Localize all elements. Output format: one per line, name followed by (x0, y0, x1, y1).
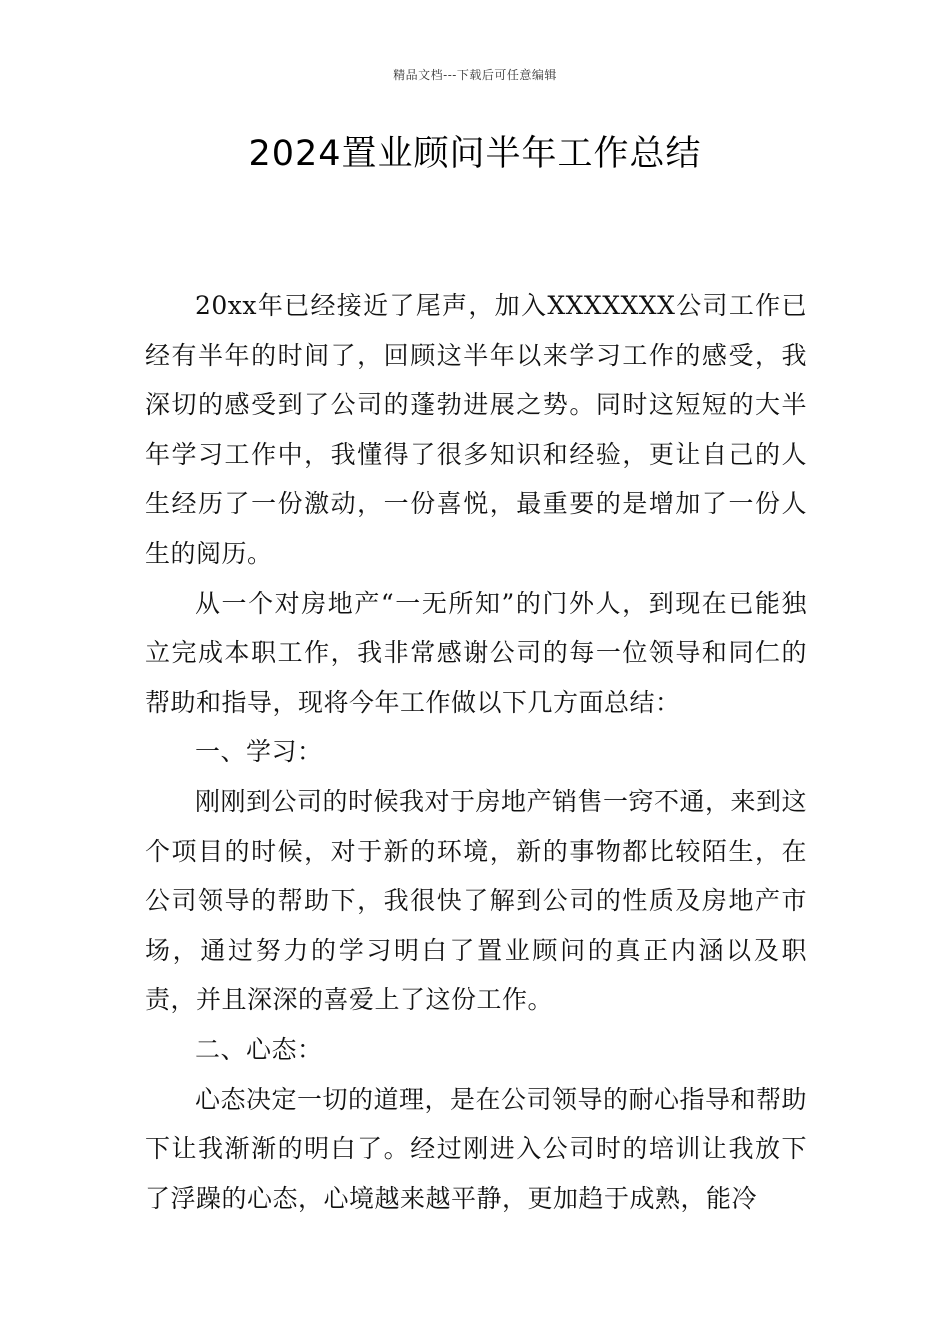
paragraph-intro: 20xx年已经接近了尾声，加入XXXXXXX公司工作已经有半年的时间了，回顾这半年以来学习工作的感受，我深切的感受到了公司的蓬勃进展之势。同时这短短的大半年学习工作中，我懂得了很多知识和经验，更让自己的人生经历了一份激动，一份喜悦，最重要的是增加了一份人生的阅历。 (145, 291, 807, 568)
document-title: 2024置业顾问半年工作总结 (248, 134, 702, 174)
section-heading-study: 一、学习： (195, 737, 323, 767)
section-heading-mindset: 二、心态： (195, 1034, 323, 1064)
paragraph-thanks: 从一个对房地产“一无所知”的门外人，到现在已能独立完成本职工作，我非常感谢公司的每一位领导和同仁的帮助和指导，现将今年工作做以下几方面总结： (145, 588, 807, 717)
paragraph-mindset: 心态决定一切的道理，是在公司领导的耐心指导和帮助下让我渐渐的明白了。经过刚进入公司时的培训让我放下了浮躁的心态，心境越来越平静，更加趋于成熟，能冷 (145, 1084, 808, 1213)
header-note: 精品文档---下载后可任意编辑 (393, 68, 557, 82)
paragraph-study: 刚刚到公司的时候我对于房地产销售一窍不通，来到这个项目的时候，对于新的环境，新的事物都比较陌生，在公司领导的帮助下，我很快了解到公司的性质及房地产市场，通过努力的学习明白了置业顾问的真正内涵以及职责，并且深深的喜爱上了这份工作。 (145, 786, 808, 1015)
document-body (145, 281, 807, 1223)
